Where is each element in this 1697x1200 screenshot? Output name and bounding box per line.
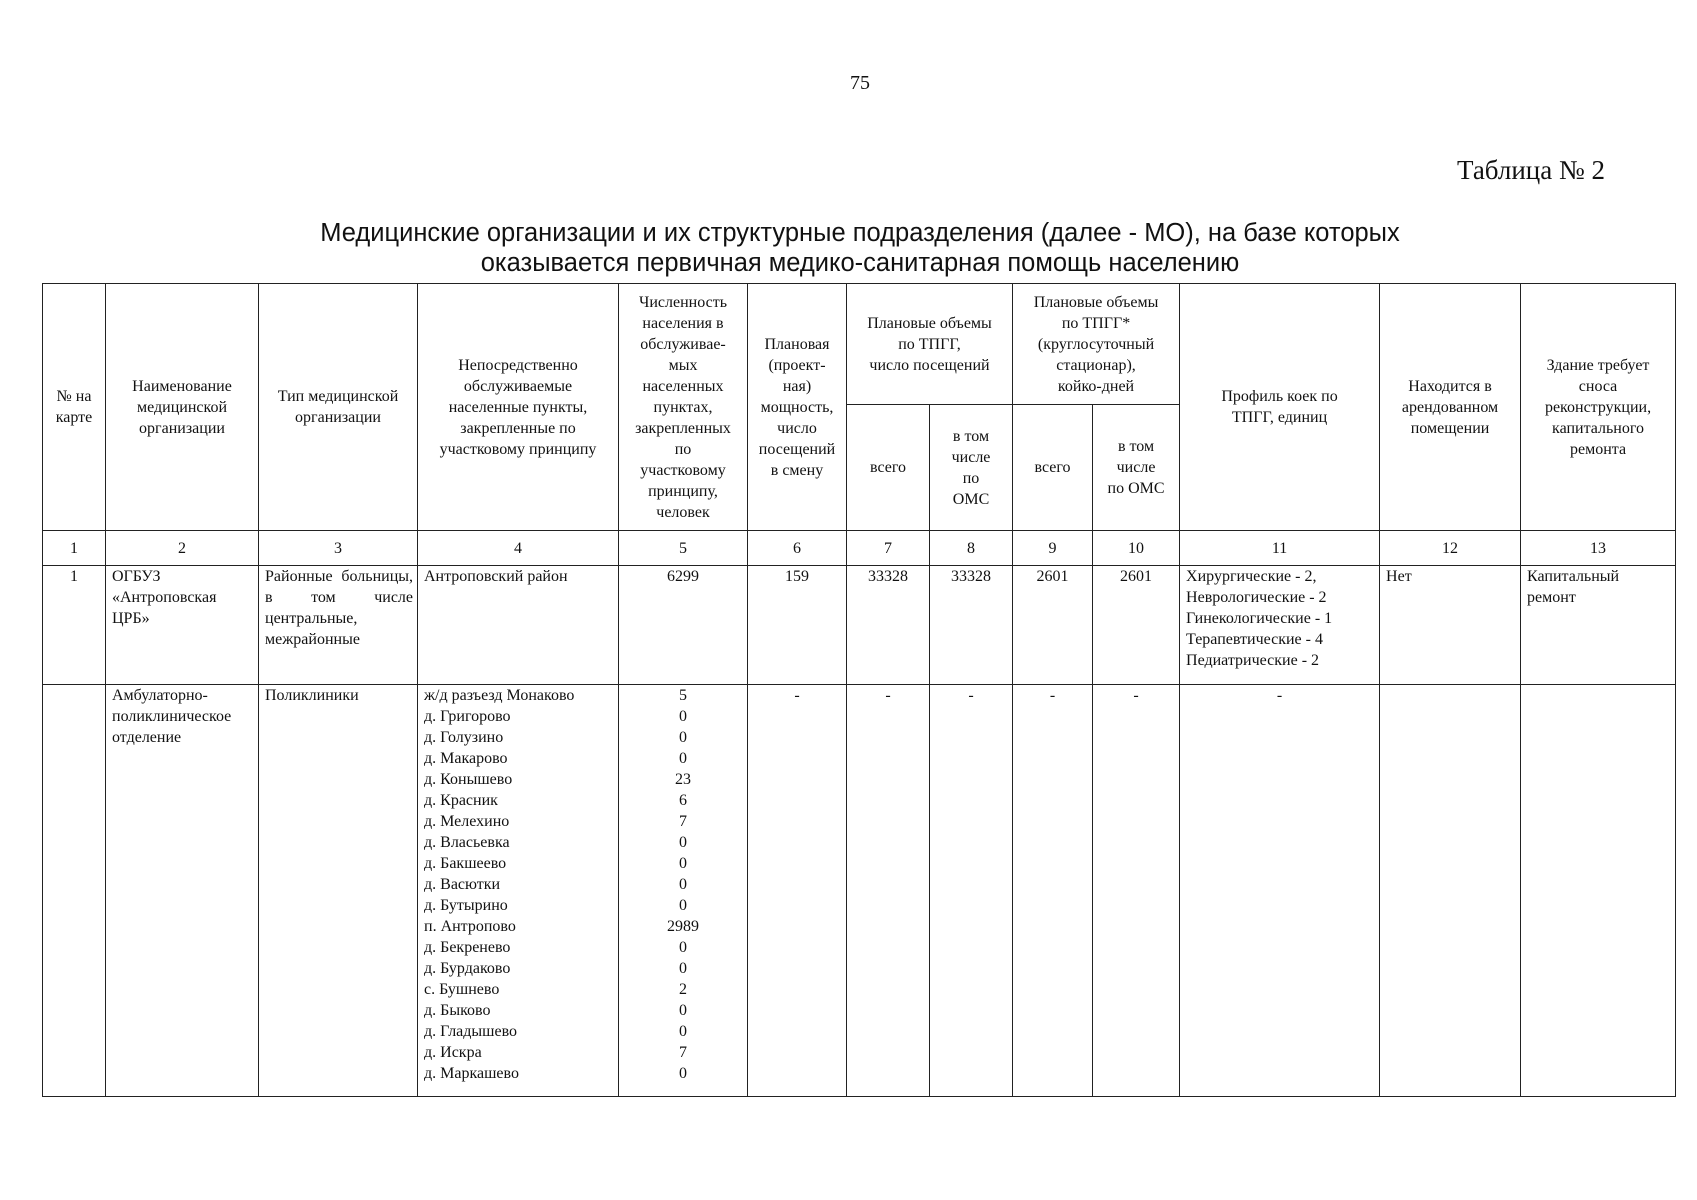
header-population: Численность населения в обслуживае- мых населенных пунктах, закрепленных по участковому принципу, человек — [619, 284, 748, 531]
header-org-name: Наименование медицинской организации — [106, 284, 259, 531]
header-rented: Находится в арендованном помещении — [1380, 284, 1521, 531]
settlement-name: д. Бекренево — [424, 939, 511, 956]
row-beddays-oms: - — [1093, 685, 1180, 1097]
settlement-name: д. Голузино — [424, 729, 504, 746]
header-beddays-total: всего — [1013, 405, 1093, 531]
row-visits-oms: - — [930, 685, 1013, 1097]
column-number: 7 — [847, 531, 930, 566]
column-number: 11 — [1180, 531, 1380, 566]
row-org-name: Амбулаторно- поликлиническое отделение — [106, 685, 259, 1097]
table-title — [0, 218, 1697, 278]
settlement-population: 0 — [679, 750, 687, 767]
row-population: 6299 — [619, 566, 748, 685]
settlement-name: д. Красник — [424, 792, 498, 809]
medical-organizations-table — [42, 283, 1676, 1097]
row-map-number: 1 — [43, 566, 106, 685]
column-number: 3 — [259, 531, 418, 566]
column-number: 12 — [1380, 531, 1521, 566]
column-number: 6 — [748, 531, 847, 566]
row-settlements-list — [418, 685, 619, 1097]
row-population-list — [619, 685, 748, 1097]
settlement-name: д. Григорово — [424, 708, 511, 725]
header-bed-profile: Профиль коек по ТПГГ, единиц — [1180, 284, 1380, 531]
page-number: 75 — [850, 72, 870, 94]
settlement-name: д. Васютки — [424, 876, 501, 893]
settlement-name: д. Маркашево — [424, 1065, 519, 1082]
settlement-name: п. Антропово — [424, 918, 516, 935]
title-line-1: Медицинские организации и их структурные подразделения (далее - МО), на базе которых — [320, 219, 1400, 247]
row-map-number — [43, 685, 106, 1097]
header-building: Здание требует сноса реконструкции, капитального ремонта — [1521, 284, 1676, 531]
settlement-name: д. Бурдаково — [424, 960, 511, 977]
column-number: 1 — [43, 531, 106, 566]
settlement-population: 0 — [679, 1002, 687, 1019]
row-bed-profile: Хирургические - 2, Неврологические - 2 Гинекологические - 1 Терапевтические - 4 Педиатрические - 2 — [1180, 566, 1380, 685]
settlement-name: д. Бутырино — [424, 897, 508, 914]
settlement-population: 0 — [679, 729, 687, 746]
settlement-population: 2989 — [667, 918, 699, 935]
settlement-population: 0 — [679, 897, 687, 914]
row-visits-total: - — [847, 685, 930, 1097]
settlement-population: 7 — [679, 1044, 687, 1061]
row-beddays-total: 2601 — [1013, 566, 1093, 685]
settlement-name: д. Мелехино — [424, 813, 510, 830]
header-org-type: Тип медицинской организации — [259, 284, 418, 531]
settlement-population: 0 — [679, 876, 687, 893]
settlement-name: с. Бушнево — [424, 981, 500, 998]
settlement-population: 0 — [679, 834, 687, 851]
settlement-population: 0 — [679, 708, 687, 725]
row-settlements: Антроповский район — [418, 566, 619, 685]
row-capacity: 159 — [748, 566, 847, 685]
row-rented: Нет — [1380, 566, 1521, 685]
settlement-population: 0 — [679, 1065, 687, 1082]
column-number: 8 — [930, 531, 1013, 566]
header-map-number: № на карте — [43, 284, 106, 531]
settlement-name: д. Конышево — [424, 771, 513, 788]
column-number: 13 — [1521, 531, 1676, 566]
row-visits-oms: 33328 — [930, 566, 1013, 685]
column-number-row — [43, 531, 1676, 566]
table-row — [43, 566, 1676, 685]
settlement-name: д. Бакшеево — [424, 855, 507, 872]
row-capacity: - — [748, 685, 847, 1097]
settlement-population: 0 — [679, 1023, 687, 1040]
title-line-2: оказывается первичная медико-санитарная помощь населению — [480, 249, 1240, 277]
settlement-name: д. Быково — [424, 1002, 491, 1019]
settlement-name: д. Власьевка — [424, 834, 510, 851]
row-visits-total: 33328 — [847, 566, 930, 685]
row-rented — [1380, 685, 1521, 1097]
settlement-name: д. Гладышево — [424, 1023, 518, 1040]
settlement-population: 0 — [679, 960, 687, 977]
row-building — [1521, 685, 1676, 1097]
settlement-name: ж/д разъезд Монаково — [424, 687, 575, 704]
table-row — [43, 685, 1676, 1097]
header-visits-group: Плановые объемы по ТПГГ, число посещений — [847, 284, 1013, 405]
header-beddays-group: Плановые объемы по ТПГГ* (круглосуточный стационар), койко-дней — [1013, 284, 1180, 405]
column-number: 10 — [1093, 531, 1180, 566]
settlement-population: 5 — [679, 687, 687, 704]
settlement-population: 23 — [675, 771, 691, 788]
row-org-type: Поликлиники — [259, 685, 418, 1097]
row-beddays-oms: 2601 — [1093, 566, 1180, 685]
header-visits-oms: в том числе по ОМС — [930, 405, 1013, 531]
header-capacity: Плановая (проект- ная) мощность, число посещений в смену — [748, 284, 847, 531]
row-beddays-total: - — [1013, 685, 1093, 1097]
header-beddays-oms: в том числе по ОМС — [1093, 405, 1180, 531]
row-org-name: ОГБУЗ «Антроповская ЦРБ» — [106, 566, 259, 685]
header-visits-total: всего — [847, 405, 930, 531]
table-label: Таблица № 2 — [1457, 155, 1605, 185]
row-building: Капитальный ремонт — [1521, 566, 1676, 685]
row-bed-profile: - — [1180, 685, 1380, 1097]
settlement-population: 0 — [679, 855, 687, 872]
row-org-type: Районные больницы, в том числе центральные, межрайонные — [259, 566, 418, 685]
column-number: 5 — [619, 531, 748, 566]
settlement-name: д. Макарово — [424, 750, 508, 767]
settlement-population: 0 — [679, 939, 687, 956]
settlement-population: 6 — [679, 792, 687, 809]
column-number: 9 — [1013, 531, 1093, 566]
settlement-population: 7 — [679, 813, 687, 830]
header-settlements: Непосредственно обслуживаемые населенные пункты, закрепленные по участковому принципу — [418, 284, 619, 531]
settlement-name: д. Искра — [424, 1044, 482, 1061]
column-number: 2 — [106, 531, 259, 566]
settlement-population: 2 — [679, 981, 687, 998]
column-number: 4 — [418, 531, 619, 566]
